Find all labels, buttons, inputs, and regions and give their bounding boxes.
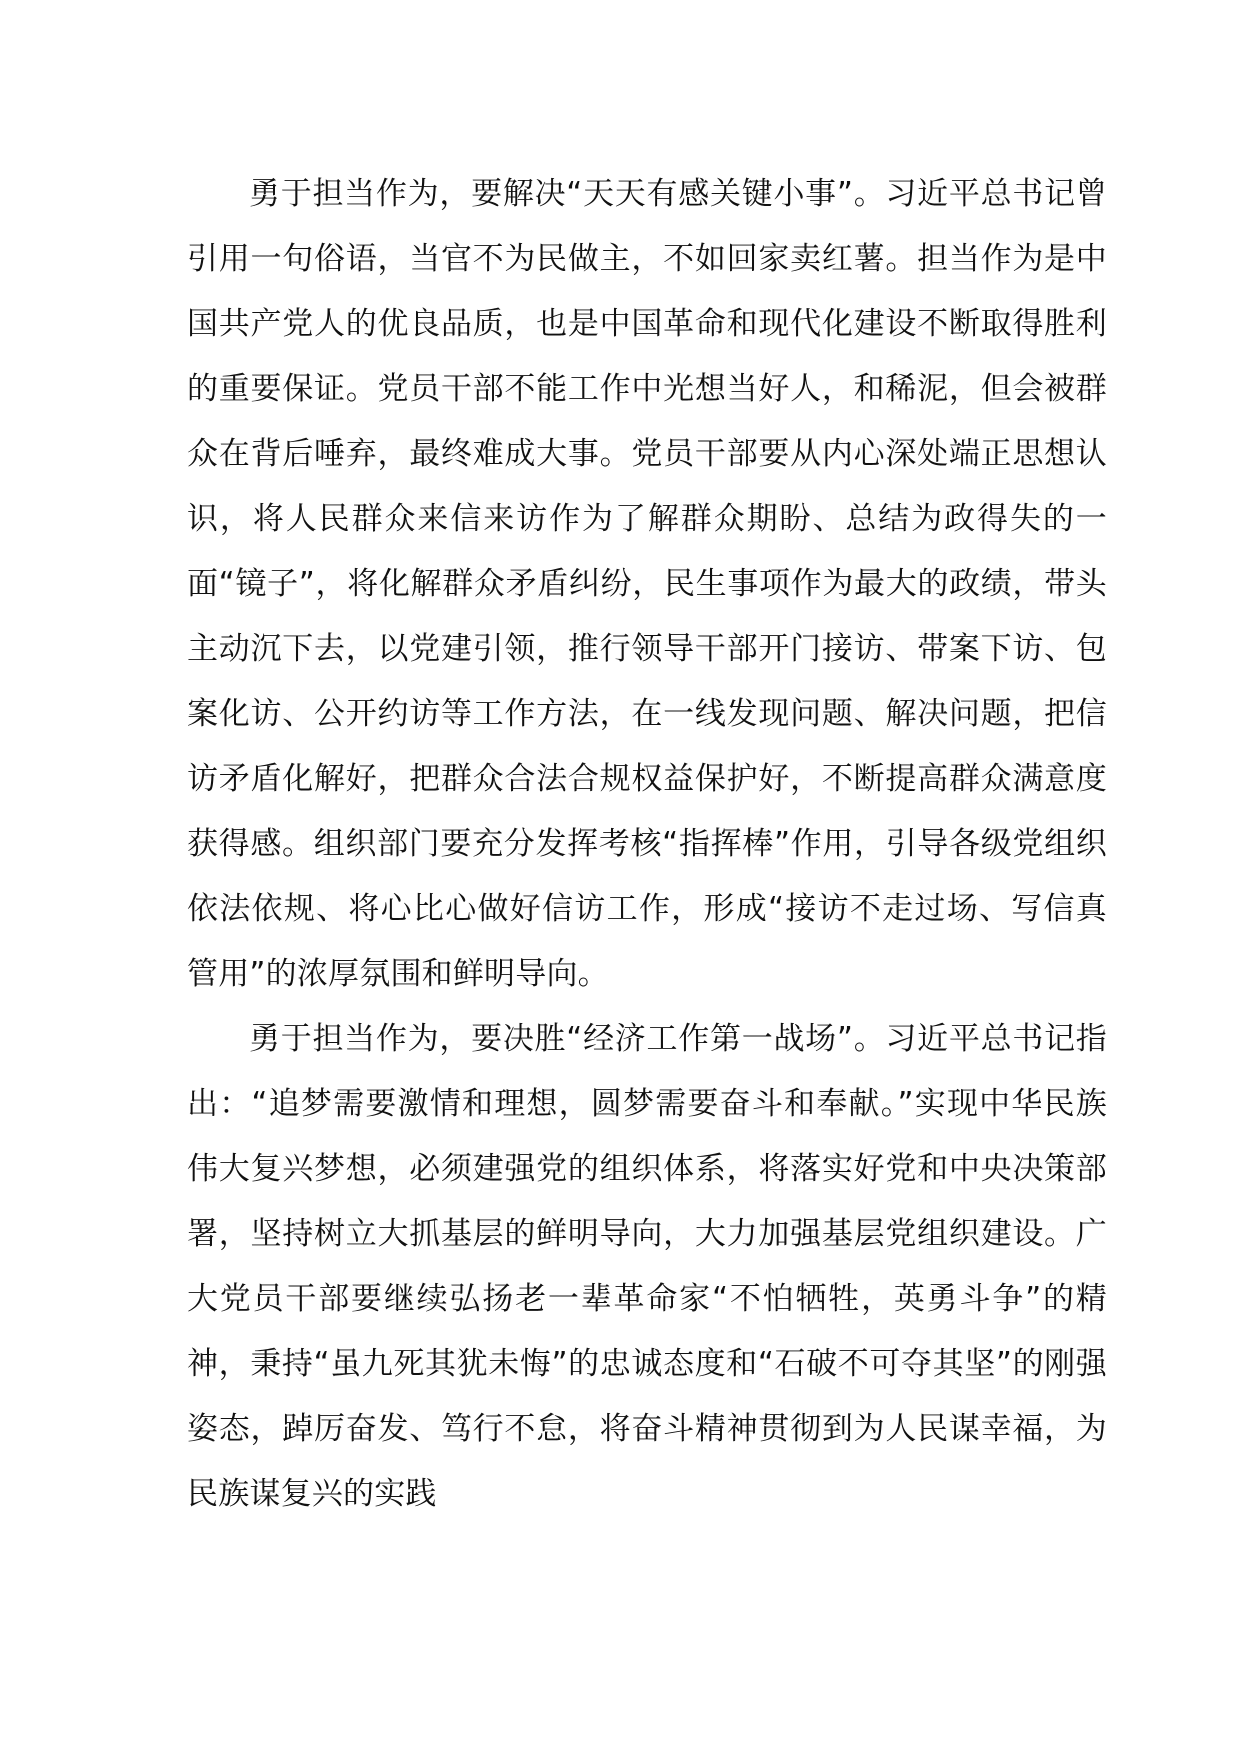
document-body	[187, 162, 1107, 1527]
paragraph-1: 勇于担当作为，要解决“天天有感关键小事”。习近平总书记曾引用一句俗语，当官不为民做主，不如回家卖红薯。担当作为是中国共产党人的优良品质，也是中国革命和现代化建设不断取得胜利的重要保证。党员干部不能工作中光想当好人，和稀泥，但会被群众在背后唾弃，最终难成大事。党员干部要从内心深处端正思想认识，将人民群众来信来访作为了解群众期盼、总结为政得失的一面“镜子”，将化解群众矛盾纠纷，民生事项作为最大的政绩，带头主动沉下去，以党建引领，推行领导干部开门接访、带案下访、包案化访、公开约访等工作方法，在一线发现问题、解决问题，把信访矛盾化解好，把群众合法合规权益保护好，不断提高群众满意度获得感。组织部门要充分发挥考核“指挥棒”作用，引导各级党组织依法依规、将心比心做好信访工作，形成“接访不走过场、写信真管用”的浓厚氛围和鲜明导向。	[187, 176, 1107, 992]
paragraph-2: 勇于担当作为，要决胜“经济工作第一战场”。习近平总书记指出：“追梦需要激情和理想，圆梦需要奋斗和奉献。”实现中华民族伟大复兴梦想，必须建强党的组织体系，将落实好党和中央决策部署，坚持树立大抓基层的鲜明导向，大力加强基层党组织建设。广大党员干部要继续弘扬老一辈革命家“不怕牺牲，英勇斗争”的精神，秉持“虽九死其犹未悔”的忠诚态度和“石破不可夺其坚”的刚强姿态，踔厉奋发、笃行不怠，将奋斗精神贯彻到为人民谋幸福，为民族谋复兴的实践	[187, 1021, 1107, 1512]
